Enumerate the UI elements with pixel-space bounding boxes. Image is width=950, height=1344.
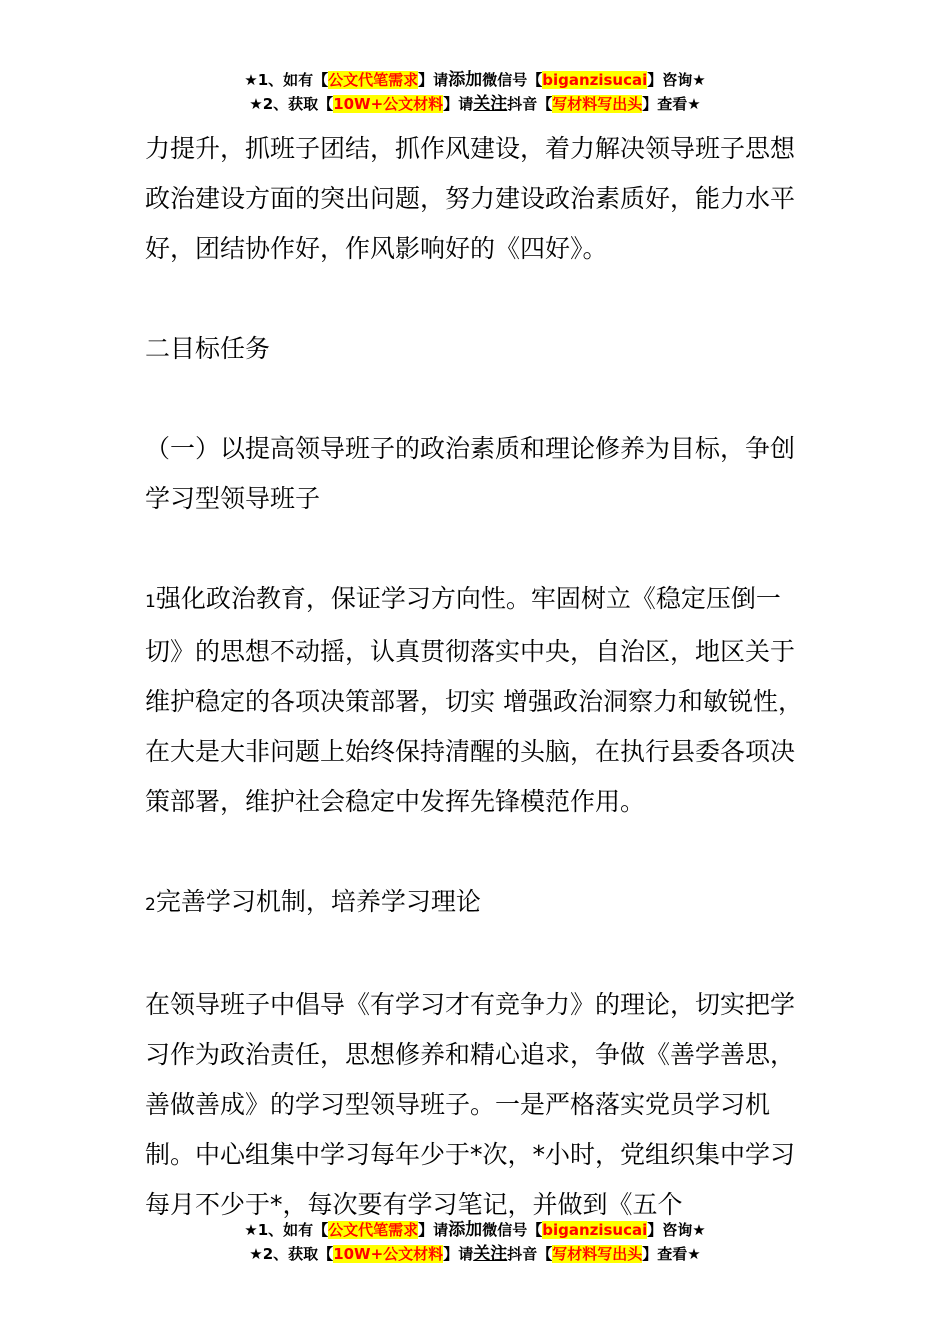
banner-text: 抖音【 <box>507 1245 553 1263</box>
banner-highlight-service: 公文代笔需求 <box>328 1221 419 1239</box>
banner-text: 微信号【 <box>482 71 543 89</box>
banner-highlight-douyin: 写材料写出头 <box>552 95 643 113</box>
banner-emphasis: 添加 <box>448 70 483 90</box>
banner-text: ★1、如有【 <box>244 1221 329 1239</box>
spacer <box>145 930 810 980</box>
banner-text: 】查看★ <box>642 1245 701 1263</box>
banner-emphasis: 关注 <box>473 94 508 114</box>
banner-emphasis: 添加 <box>448 1220 483 1240</box>
banner-text: 】咨询★ <box>647 71 706 89</box>
banner-text: 】请 <box>418 1221 449 1239</box>
banner-line-2 <box>0 1242 950 1266</box>
item-number: 2 <box>145 895 156 915</box>
banner-line-1 <box>0 1218 950 1242</box>
banner-text: 】咨询★ <box>647 1221 706 1239</box>
banner-text: 】请 <box>443 95 474 113</box>
banner-highlight-wechat: biganzisucai <box>542 71 648 89</box>
banner-highlight-materials: 10W+公文材料 <box>333 95 444 113</box>
banner-text: 抖音【 <box>507 95 553 113</box>
banner-text: 】请 <box>443 1245 474 1263</box>
banner-highlight-materials: 10W+公文材料 <box>333 1245 444 1263</box>
banner-line-1 <box>0 68 950 92</box>
header-banner <box>0 68 950 116</box>
paragraph-item-1 <box>145 574 810 827</box>
spacer <box>145 827 810 877</box>
banner-highlight-service: 公文代笔需求 <box>328 71 419 89</box>
banner-text: 】请 <box>418 71 449 89</box>
banner-emphasis: 关注 <box>473 1244 508 1264</box>
document-body <box>145 124 810 1230</box>
banner-highlight-douyin: 写材料写出头 <box>552 1245 643 1263</box>
spacer <box>145 374 810 424</box>
banner-line-2 <box>0 92 950 116</box>
footer-banner <box>0 1218 950 1266</box>
banner-text: 微信号【 <box>482 1221 543 1239</box>
spacer <box>145 274 810 324</box>
item-text: 强化政治教育，保证学习方向性。牢固树立《稳定压倒一切》的思想不动摇，认真贯彻落实中央，自治区，地区关于维护稳定的各项决策部署，切实 增强政治洞察力和敏锐性，在大是大非问题上始终保持清醒的头脑，在执行县委各项决策部署，维护社会稳定中发挥先锋模范作用。 <box>145 584 803 816</box>
item-number: 1 <box>145 592 156 612</box>
section-heading-2: 二目标任务 <box>145 334 271 363</box>
spacer <box>145 524 810 574</box>
item-text: 完善学习机制，培养学习理论 <box>155 887 481 916</box>
banner-text: ★1、如有【 <box>244 71 329 89</box>
paragraph-1: 力提升，抓班子团结，抓作风建设，着力解决领导班子思想政治建设方面的突出问题，努力建设政治素质好，能力水平好，团结协作好，作风影响好的《四好》。 <box>145 134 796 263</box>
banner-text: ★2、获取【 <box>249 1245 334 1263</box>
banner-highlight-wechat: biganzisucai <box>542 1221 648 1239</box>
subsection-heading-1: （一）以提高领导班子的政治素质和理论修养为目标，争创学习型领导班子 <box>145 434 796 513</box>
paragraph-6: 在领导班子中倡导《有学习才有竞争力》的理论，切实把学习作为政治责任，思想修养和精心追求，争做《善学善思，善做善成》的学习型领导班子。一是严格落实党员学习机制。中心组集中学习每年少于*次，*小时，党组织集中学习每月不少于*，每次要有学习笔记，并做到《五个 <box>145 990 796 1219</box>
paragraph-item-2 <box>145 877 810 930</box>
banner-text: ★2、获取【 <box>249 95 334 113</box>
banner-text: 】查看★ <box>642 95 701 113</box>
